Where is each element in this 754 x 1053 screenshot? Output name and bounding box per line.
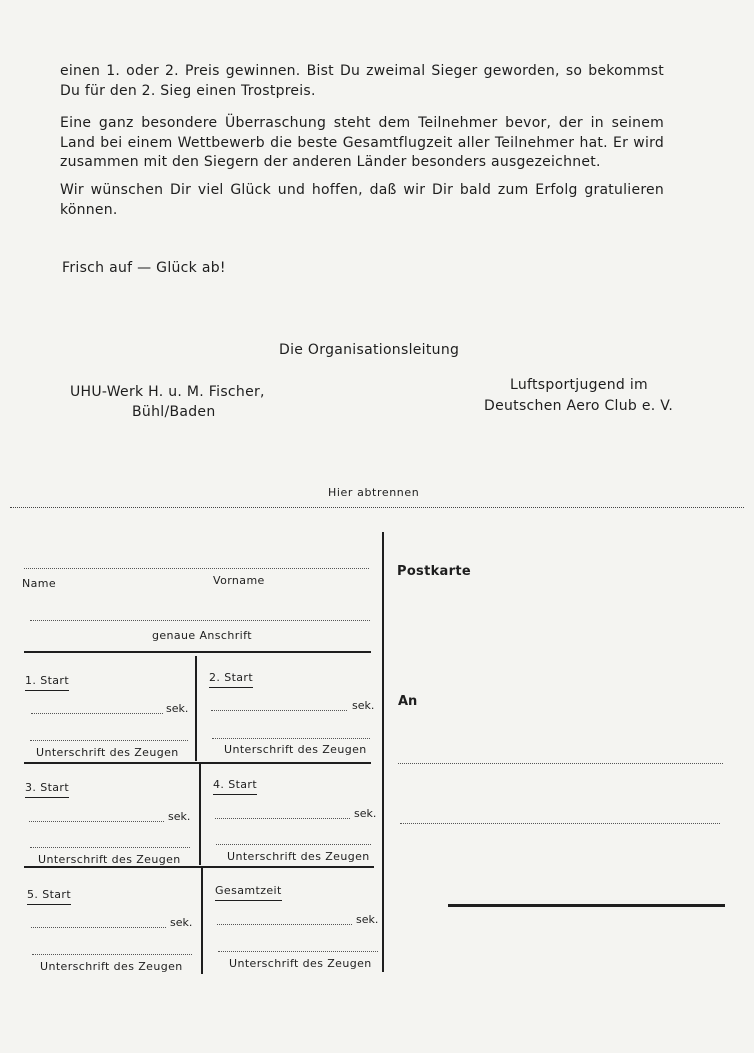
vorname-label: Vorname bbox=[213, 574, 265, 587]
start-3-time-field[interactable] bbox=[29, 821, 164, 822]
letter-paragraph-1: einen 1. oder 2. Preis gewinnen. Bist Du zweimal Sieger geworden, so bekommst Du für den 2. Sieg einen Trostpreis. bbox=[60, 63, 664, 99]
cut-line[interactable] bbox=[10, 507, 744, 508]
total-time-sek-label: sek. bbox=[356, 913, 379, 926]
start-3-title: 3. Start bbox=[25, 781, 69, 798]
start-2-time-field[interactable] bbox=[211, 710, 347, 711]
start-4-witness-field[interactable] bbox=[216, 844, 371, 845]
total-time-witness-field[interactable] bbox=[218, 951, 378, 952]
start-3-witness-label: Unterschrift des Zeugen bbox=[38, 853, 181, 866]
start-2-witness-field[interactable] bbox=[212, 738, 370, 739]
start-5-witness-label: Unterschrift des Zeugen bbox=[40, 960, 183, 973]
greeting: Frisch auf — Glück ab! bbox=[62, 260, 226, 276]
total-time-field[interactable] bbox=[217, 924, 352, 925]
start-5-time-field[interactable] bbox=[31, 927, 166, 928]
start-4-witness-label: Unterschrift des Zeugen bbox=[227, 850, 370, 863]
total-time-title: Gesamtzeit bbox=[215, 884, 282, 901]
recipient-line-1[interactable] bbox=[398, 763, 723, 764]
recipient-label: An bbox=[398, 694, 418, 709]
grid-divider-2 bbox=[199, 764, 201, 865]
start-4-title: 4. Start bbox=[213, 778, 257, 795]
grid-line-middle bbox=[24, 762, 371, 764]
signature-title: Die Organisationsleitung bbox=[279, 342, 460, 358]
letter-paragraph-3: Wir wünschen Dir viel Glück und hoffen, daß wir Dir bald zum Erfolg gratulieren können. bbox=[60, 182, 664, 218]
start-5-title: 5. Start bbox=[27, 888, 71, 905]
start-2-sek-label: sek. bbox=[352, 699, 375, 712]
postcard-title: Postkarte bbox=[397, 564, 471, 579]
grid-divider-1 bbox=[195, 656, 197, 761]
org-left-line-1: UHU-Werk H. u. M. Fischer, bbox=[70, 384, 265, 400]
start-2-witness-label: Unterschrift des Zeugen bbox=[224, 743, 367, 756]
org-right-line-1: Luftsportjugend im bbox=[510, 377, 648, 393]
grid-line-lower bbox=[24, 866, 374, 868]
start-1-witness-label: Unterschrift des Zeugen bbox=[36, 746, 179, 759]
org-right-line-2: Deutschen Aero Club e. V. bbox=[484, 398, 674, 414]
start-4-time-field[interactable] bbox=[215, 818, 350, 819]
start-1-witness-field[interactable] bbox=[30, 740, 188, 741]
grid-line-top bbox=[24, 651, 371, 653]
address-label: genaue Anschrift bbox=[152, 629, 252, 642]
total-time-witness-label: Unterschrift des Zeugen bbox=[229, 957, 372, 970]
start-1-title: 1. Start bbox=[25, 674, 69, 691]
postcard-divider bbox=[382, 532, 384, 972]
letter-paragraph-2: Eine ganz besondere Überraschung steht dem Teilnehmer bevor, der in seinem Land bei einem Wettbewerb die beste Gesamtflugzeit aller Teilnehmer hat. Er wird zusammen mit den Siegern der anderen Länder besonders ausgezeichnet. bbox=[60, 115, 664, 170]
start-5-sek-label: sek. bbox=[170, 916, 193, 929]
address-field[interactable] bbox=[30, 620, 370, 621]
start-1-sek-label: sek. bbox=[166, 702, 189, 715]
start-3-witness-field[interactable] bbox=[30, 847, 190, 848]
recipient-line-2[interactable] bbox=[400, 823, 720, 824]
recipient-line-3[interactable] bbox=[448, 904, 725, 907]
cut-line-label: Hier abtrennen bbox=[328, 486, 420, 499]
name-field[interactable] bbox=[24, 568, 369, 569]
start-1-time-field[interactable] bbox=[31, 713, 163, 714]
start-2-title: 2. Start bbox=[209, 671, 253, 688]
grid-divider-3 bbox=[201, 868, 203, 974]
start-5-witness-field[interactable] bbox=[32, 954, 192, 955]
org-left-line-2: Bühl/Baden bbox=[132, 404, 216, 420]
start-3-sek-label: sek. bbox=[168, 810, 191, 823]
start-4-sek-label: sek. bbox=[354, 807, 377, 820]
name-label: Name bbox=[22, 577, 57, 590]
